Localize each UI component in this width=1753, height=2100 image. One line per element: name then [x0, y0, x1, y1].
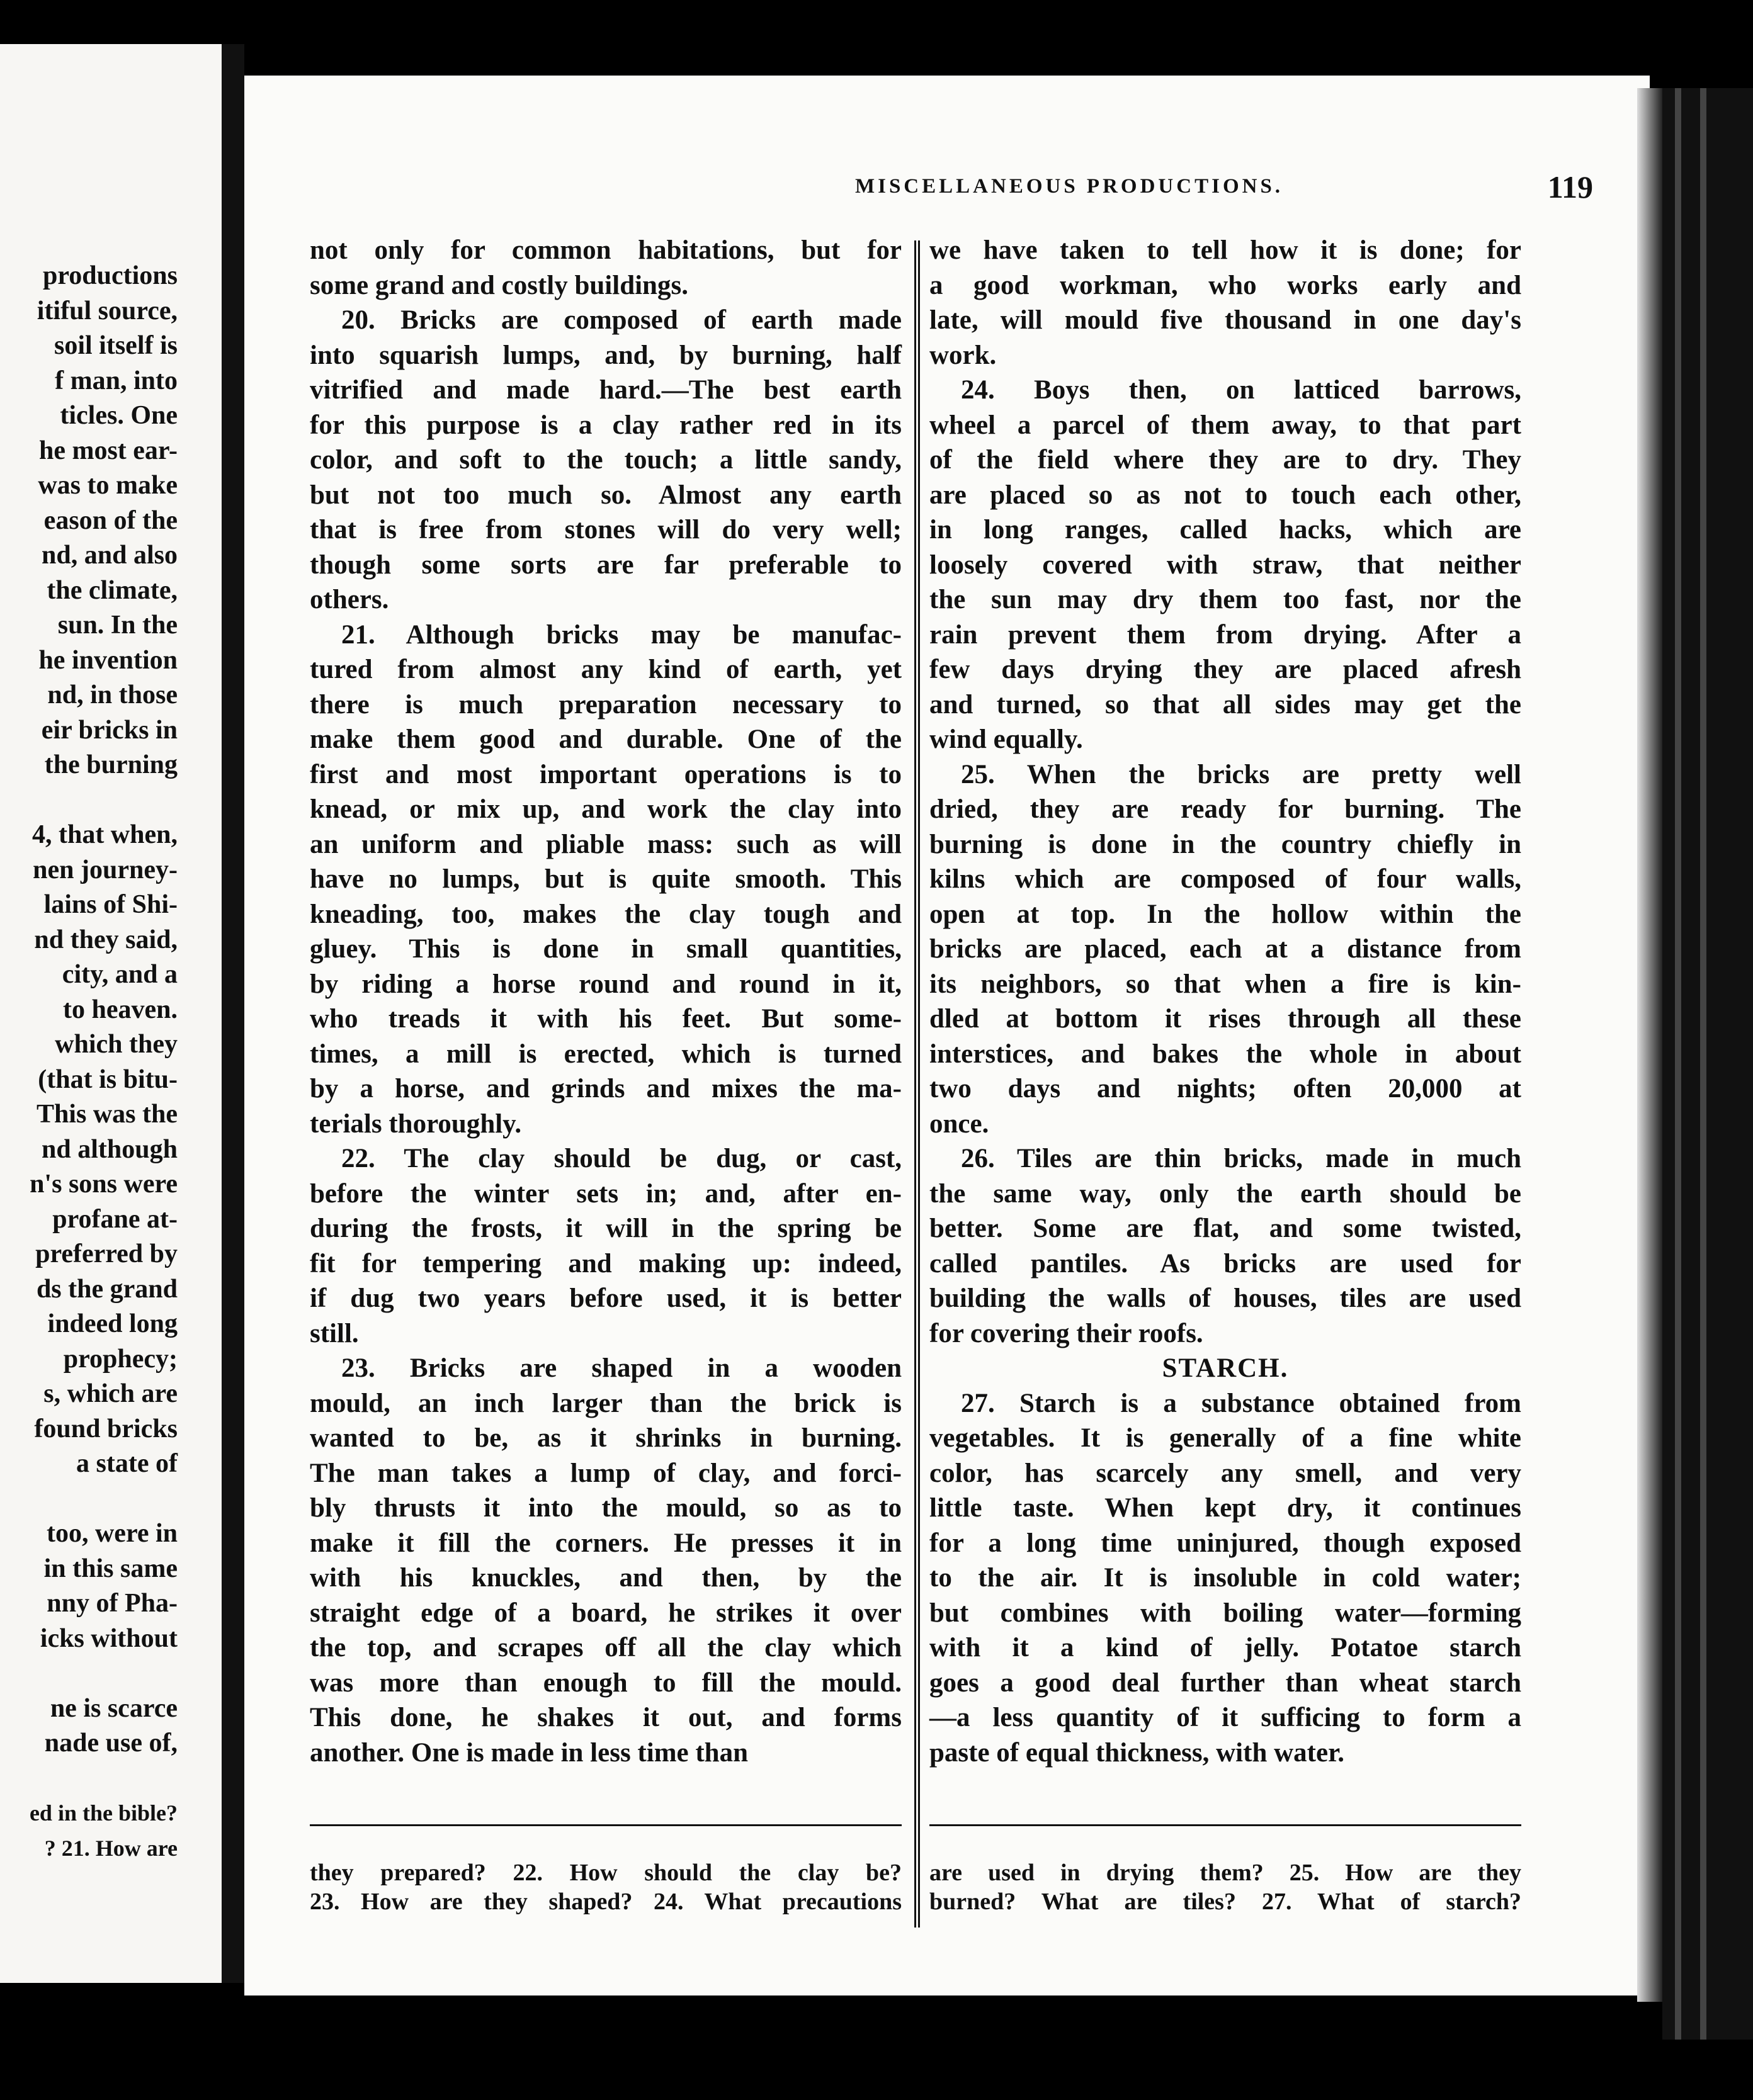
page-number: 119: [1547, 169, 1593, 205]
text-line: there is much preparation necessary to: [310, 689, 902, 720]
text-line: still.: [310, 1318, 359, 1348]
fragment-line: profane at-: [52, 1204, 178, 1234]
text-line: The man takes a lump of clay, and forci-: [310, 1458, 902, 1488]
text-line: 21. Although bricks may be manufac-: [341, 619, 902, 650]
text-line: vegetables. It is generally of a fine white: [929, 1423, 1521, 1453]
fragment-line: ? 21. How are: [44, 1835, 178, 1861]
running-head: [244, 169, 1650, 219]
fragment-line: the climate,: [47, 575, 178, 605]
text-line: of the field where they are to dry. They: [929, 445, 1521, 475]
text-line: 27. Starch is a substance obtained from: [961, 1388, 1521, 1418]
text-line: the sun may dry them too fast, nor the: [929, 585, 1521, 614]
text-line: if dug two years before used, it is better: [310, 1284, 902, 1313]
text-line: times, a mill is erected, which is turned: [310, 1039, 902, 1069]
text-line: who treads it with his feet. But some-: [310, 1004, 902, 1034]
text-line: bricks are placed, each at a distance from: [929, 934, 1521, 964]
text-line: 26. Tiles are thin bricks, made in much: [961, 1144, 1521, 1173]
text-line: two days and nights; often 20,000 at: [929, 1074, 1521, 1104]
text-line: but combines with boiling water—forming: [929, 1598, 1521, 1628]
text-line: burning is done in the country chiefly in: [929, 829, 1521, 859]
text-line: an uniform and pliable mass: such as will: [310, 829, 902, 859]
text-line: called pantiles. As bricks are used for: [929, 1248, 1521, 1279]
fragment-line: itiful source,: [37, 296, 178, 325]
fragment-line: city, and a: [62, 960, 178, 989]
fragment-line: nd although: [42, 1134, 178, 1164]
text-line: knead, or mix up, and work the clay into: [310, 794, 902, 824]
fragment-line: was to make: [38, 471, 178, 500]
text-line: first and most important operations is to: [310, 759, 902, 789]
fragment-line: f man, into: [55, 366, 178, 395]
text-line: are placed so as not to touch each other,: [929, 480, 1521, 510]
text-line: before the winter sets in; and, after en-: [310, 1178, 902, 1209]
text-line: wanted to be, as it shrinks in burning.: [310, 1423, 902, 1453]
text-line: but not too much so. Almost any earth: [310, 480, 902, 510]
text-line: dried, they are ready for burning. The: [929, 794, 1521, 824]
fragment-line: found bricks: [34, 1414, 178, 1443]
text-line: in long ranges, called hacks, which are: [929, 515, 1521, 545]
text-line: late, will mould five thousand in one day's: [929, 305, 1521, 335]
text-line: wind equally.: [929, 725, 1083, 754]
fragment-line: 4, that when,: [31, 820, 178, 849]
fragment-line: he most ear-: [38, 436, 178, 465]
text-line: by a horse, and grinds and mixes the ma-: [310, 1074, 902, 1104]
text-line: its neighbors, so that when a fire is kin-: [929, 969, 1521, 999]
fragment-line: nny of Pha-: [47, 1589, 178, 1618]
text-line: 25. When the bricks are pretty well: [961, 759, 1521, 789]
text-line: building the walls of houses, tiles are used: [929, 1284, 1521, 1313]
fragment-line: too, were in: [46, 1519, 178, 1548]
footnote-line: 23. How are they shaped? 24. What precautions: [310, 1888, 902, 1915]
text-line: interstices, and bakes the whole in about: [929, 1039, 1521, 1069]
text-line: with his knuckles, and then, by the: [310, 1563, 902, 1593]
footnote-line: are used in drying them? 25. How are they: [929, 1860, 1521, 1886]
text-line: STARCH.: [1162, 1353, 1289, 1383]
text-line: with it a kind of jelly. Potatoe starch: [929, 1633, 1521, 1662]
text-line: better. Some are flat, and some twisted,: [929, 1214, 1521, 1243]
fragment-line: ticles. One: [60, 401, 178, 430]
fragment-line: nade use of,: [44, 1729, 178, 1758]
text-line: color, has scarcely any smell, and very: [929, 1458, 1521, 1488]
footnote-right: [929, 1858, 1521, 1916]
previous-page-fragment: [0, 44, 222, 1983]
fragment-line: This was the: [36, 1100, 178, 1129]
text-line: dled at bottom it rises through all these: [929, 1004, 1521, 1034]
fragment-line: sun. In the: [57, 611, 178, 640]
text-line: though some sorts are far preferable to: [310, 550, 902, 580]
text-line: 24. Boys then, on latticed barrows,: [961, 375, 1521, 405]
text-line: kilns which are composed of four walls,: [929, 864, 1521, 894]
text-line: rain prevent them from drying. After a: [929, 619, 1521, 650]
right-text-column: [929, 233, 1521, 1770]
text-line: another. One is made in less time than: [310, 1737, 748, 1768]
text-line: tured from almost any kind of earth, yet: [310, 655, 902, 684]
left-text-column: [310, 233, 902, 1770]
fragment-line: in this same: [43, 1554, 178, 1583]
text-line: and turned, so that all sides may get the: [929, 689, 1521, 720]
footnote-line: burned? What are tiles? 27. What of starch?: [929, 1888, 1521, 1915]
fragment-line: soil itself is: [54, 331, 178, 360]
text-line: color, and soft to the touch; a little sandy,: [310, 445, 902, 475]
fragment-line: which they: [55, 1030, 178, 1059]
text-line: loosely covered with straw, that neither: [929, 550, 1521, 580]
fragment-line: nen journey-: [33, 855, 178, 884]
fragment-line: nd, in those: [47, 680, 178, 709]
text-line: gluey. This is done in small quantities,: [310, 934, 902, 964]
text-line: during the frosts, it will in the spring be: [310, 1214, 902, 1243]
column-divider: [914, 240, 920, 1928]
fragment-line: eir bricks in: [41, 715, 178, 745]
text-line: straight edge of a board, he strikes it over: [310, 1598, 902, 1628]
text-line: 23. Bricks are shaped in a wooden: [341, 1353, 902, 1383]
text-line: few days drying they are placed afresh: [929, 655, 1521, 684]
footnote-rule-left: [310, 1824, 902, 1826]
text-line: some grand and costly buildings.: [310, 270, 688, 300]
text-line: 20. Bricks are composed of earth made: [341, 305, 902, 335]
fragment-line: n's sons were: [30, 1170, 178, 1199]
text-line: make it fill the corners. He presses it in: [310, 1528, 902, 1558]
text-line: 22. The clay should be dug, or cast,: [341, 1144, 902, 1173]
fragment-line: ed in the bible?: [29, 1800, 178, 1826]
text-line: paste of equal thickness, with water.: [929, 1737, 1344, 1768]
text-line: vitrified and made hard.—The best earth: [310, 375, 902, 405]
text-line: for covering their roofs.: [929, 1318, 1203, 1348]
text-line: the top, and scrapes off all the clay which: [310, 1633, 902, 1662]
fragment-line: the burning: [44, 750, 178, 779]
running-title: MISCELLANEOUS PRODUCTIONS.: [854, 175, 1284, 198]
page-gutter: [222, 44, 244, 1983]
book-edge: [1662, 88, 1753, 2040]
text-line: —a less quantity of it sufficing to form a: [929, 1703, 1521, 1732]
page-edge-shadow: [1637, 88, 1662, 2002]
fragment-line: icks without: [40, 1623, 178, 1653]
text-line: wheel a parcel of them away, to that part: [929, 410, 1521, 440]
fragment-line: indeed long: [47, 1309, 178, 1338]
fragment-line: nd they said,: [34, 925, 178, 954]
footnote-rule-right: [929, 1824, 1521, 1826]
text-line: make them good and durable. One of the: [310, 725, 902, 754]
footnote-left: [310, 1858, 902, 1916]
text-line: a good workman, who works early and: [929, 270, 1521, 300]
fragment-line: he invention: [38, 645, 178, 675]
text-line: work.: [929, 340, 997, 370]
text-line: have no lumps, but is quite smooth. This: [310, 864, 902, 894]
text-line: open at top. In the hollow within the: [929, 899, 1521, 929]
text-line: was more than enough to fill the mould.: [310, 1668, 902, 1698]
text-line: not only for common habitations, but for: [310, 235, 902, 265]
text-line: the same way, only the earth should be: [929, 1178, 1521, 1209]
text-line: we have taken to tell how it is done; for: [929, 235, 1521, 265]
fragment-line: preferred by: [35, 1239, 178, 1268]
text-line: for this purpose is a clay rather red in its: [310, 410, 902, 440]
text-line: into squarish lumps, and, by burning, half: [310, 340, 902, 370]
fragment-line: nd, and also: [42, 541, 178, 570]
text-line: kneading, too, makes the clay tough and: [310, 899, 902, 929]
text-line: by riding a horse round and round in it,: [310, 969, 902, 999]
text-line: fit for tempering and making up: indeed,: [310, 1248, 902, 1279]
fragment-line: ne is scarce: [50, 1693, 178, 1723]
fragment-line: (that is bitu-: [38, 1064, 178, 1094]
text-line: This done, he shakes it out, and forms: [310, 1703, 902, 1732]
text-line: terials thoroughly.: [310, 1109, 522, 1139]
fragment-line: productions: [43, 261, 178, 290]
text-line: to the air. It is insoluble in cold water;: [929, 1563, 1521, 1593]
text-line: others.: [310, 585, 389, 614]
text-line: bly thrusts it into the mould, so as to: [310, 1493, 902, 1523]
book-page: [244, 76, 1650, 1996]
text-line: little taste. When kept dry, it continues: [929, 1493, 1521, 1523]
fragment-line: a state of: [76, 1449, 178, 1478]
fragment-line: eason of the: [43, 505, 178, 535]
fragment-line: s, which are: [43, 1379, 178, 1408]
fragment-line: lains of Shi-: [43, 890, 178, 919]
fragment-line: ds the grand: [36, 1274, 178, 1304]
text-line: goes a good deal further than wheat starch: [929, 1668, 1521, 1698]
text-line: mould, an inch larger than the brick is: [310, 1388, 902, 1418]
text-line: that is free from stones will do very well;: [310, 515, 902, 545]
text-line: for a long time uninjured, though exposed: [929, 1528, 1521, 1558]
fragment-line: to heaven.: [63, 995, 178, 1024]
text-line: once.: [929, 1109, 989, 1139]
fragment-line: prophecy;: [63, 1344, 178, 1374]
footnote-line: they prepared? 22. How should the clay be?: [310, 1860, 902, 1886]
